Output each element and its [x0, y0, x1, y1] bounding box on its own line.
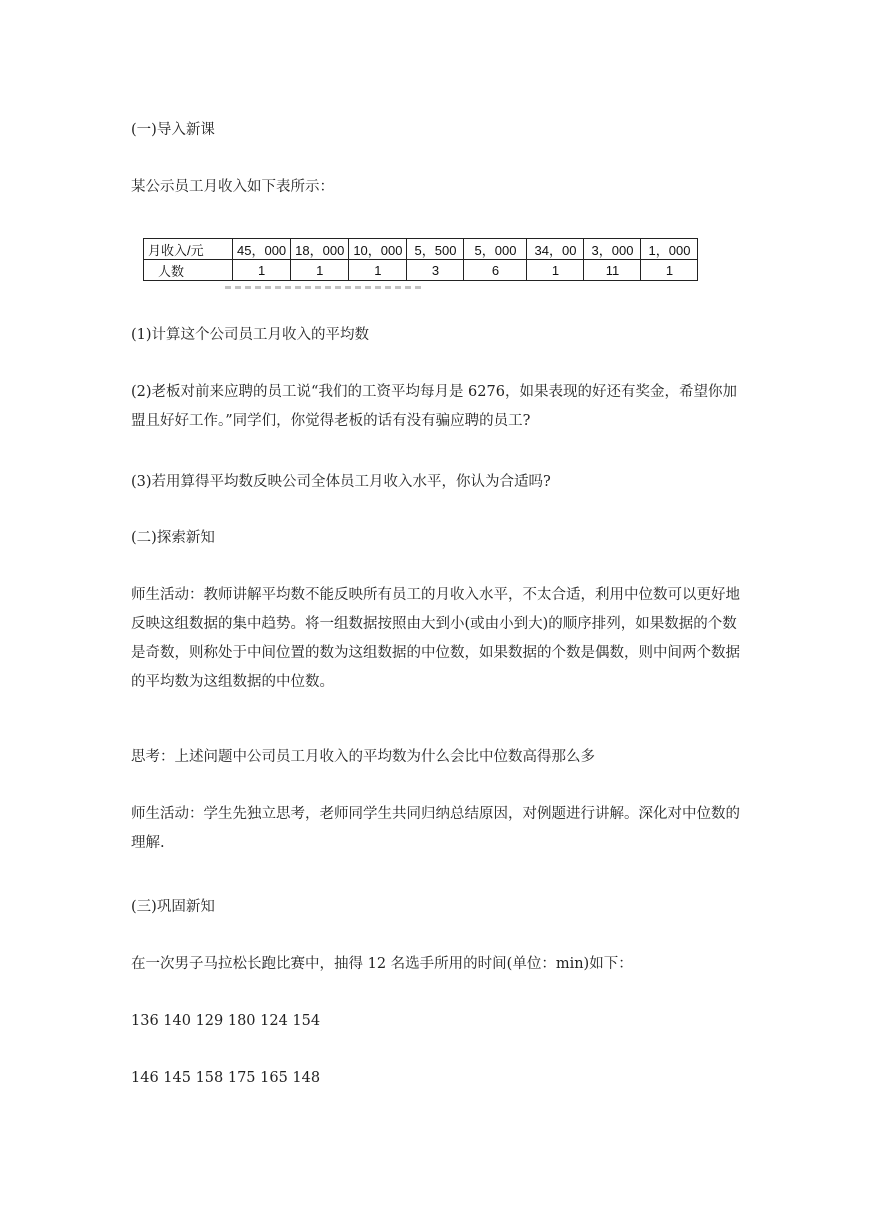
- income-table-container: [143, 238, 698, 281]
- income-cell: 1，000: [641, 239, 698, 260]
- scan-artifact: [225, 286, 425, 289]
- think-text: 思考：上述问题中公司员工月收入的平均数为什么会比中位数高得那么多: [131, 749, 595, 765]
- count-row: [144, 260, 698, 281]
- times-row-1: 136 140 129 180 124 154: [131, 1013, 321, 1029]
- income-cell: 3，000: [584, 239, 641, 260]
- income-row-label: 月收入/元: [144, 239, 233, 260]
- income-row: [144, 239, 698, 260]
- count-cell: 1: [291, 260, 349, 281]
- count-cell: 1: [641, 260, 698, 281]
- count-cell: 11: [584, 260, 641, 281]
- count-cell: 3: [407, 260, 464, 281]
- income-cell: 10，000: [349, 239, 407, 260]
- intro-text: 某公示员工月收入如下表所示：: [131, 179, 334, 195]
- section1-heading: (一)导入新课: [131, 122, 215, 138]
- income-cell: 34，00: [527, 239, 584, 260]
- count-cell: 1: [527, 260, 584, 281]
- income-cell: 5，500: [407, 239, 464, 260]
- question-1: (1)计算这个公司员工月收入的平均数: [131, 327, 370, 343]
- income-cell: 18，000: [291, 239, 349, 260]
- count-cell: 6: [464, 260, 527, 281]
- income-cell: 45，000: [233, 239, 291, 260]
- section2-heading: (二)探索新知: [131, 530, 215, 546]
- count-row-label: 人数: [144, 260, 233, 281]
- times-row-2: 146 145 158 175 165 148: [131, 1070, 321, 1086]
- count-cell: 1: [233, 260, 291, 281]
- income-cell: 5，000: [464, 239, 527, 260]
- count-cell: 1: [349, 260, 407, 281]
- section3-heading: (三)巩固新知: [131, 899, 215, 915]
- marathon-intro: 在一次男子马拉松长跑比赛中，抽得 12 名选手所用的时间(单位：min)如下：: [131, 956, 633, 972]
- income-table: [143, 238, 698, 281]
- question-3: (3)若用算得平均数反映公司全体员工月收入水平，你认为合适吗?: [131, 474, 551, 490]
- question-2: (2)老板对前来应聘的员工说“我们的工资平均每月是 6276，如果表现的好还有奖金，希望你加盟且好好工作。”同学们，你觉得老板的话有没有骗应聘的员工?: [131, 384, 737, 429]
- activity-1: 师生活动：教师讲解平均数不能反映所有员工的月收入水平，不太合适，利用中位数可以更好地反映这组数据的集中趋势。将一组数据按照由大到小(或由小到大)的顺序排列，如果数据的个数是奇数，则称处于中间位置的数为这组数据的中位数，如果数据的个数是偶数，则中间两个数据的平均数为这组数据的中位数。: [131, 587, 740, 690]
- activity-2: 师生活动：学生先独立思考，老师同学生共同归纳总结原因，对例题进行讲解。深化对中位数的理解.: [131, 806, 740, 851]
